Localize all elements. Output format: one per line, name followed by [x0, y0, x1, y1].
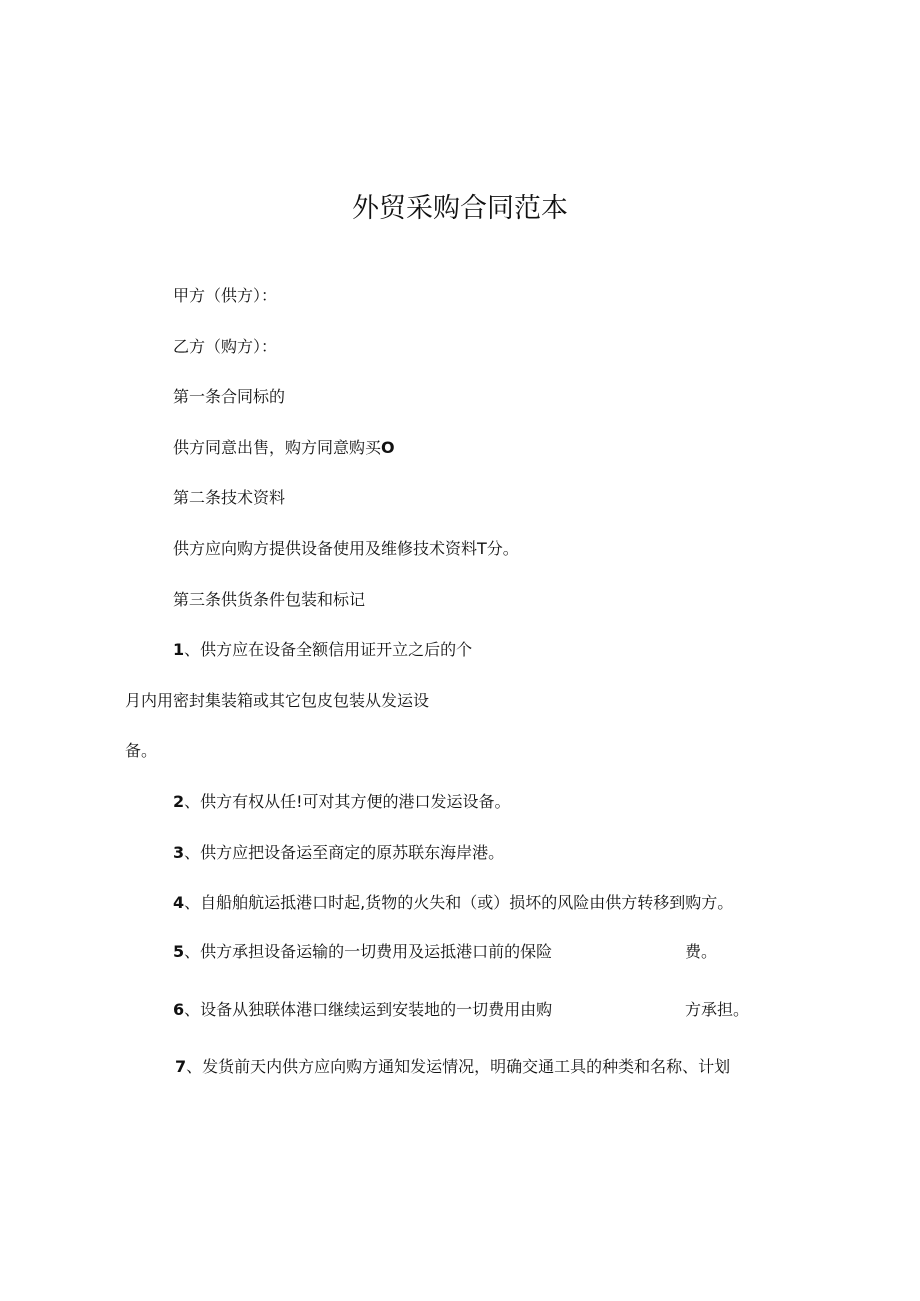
item-4-number: 4 — [173, 893, 185, 912]
item-1-text: 、供方应在设备全额信用证开立之后的个 — [184, 640, 473, 659]
item-7-text: 、发货前天内供方应向购方通知发运情况，明确交通工具的种类和名称、计划 — [186, 1057, 731, 1076]
item-5-number: 5 — [173, 942, 185, 961]
item-7 — [175, 1056, 730, 1078]
item-1-line-1 — [173, 639, 472, 661]
item-7-number: 7 — [175, 1057, 187, 1076]
item-5-text: 、供方承担设备运输的一切费用及运抵港口前的保险 — [184, 942, 553, 961]
item-2 — [173, 791, 511, 813]
article-1-text-end: O — [381, 438, 395, 457]
item-6-number: 6 — [173, 1000, 185, 1019]
document-title: 外贸采购合同范本 — [352, 193, 568, 224]
article-3-heading: 第三条供货条件包装和标记 — [173, 590, 366, 609]
item-1-line-3: 备。 — [125, 741, 158, 760]
item-5-tail: 费。 — [685, 942, 718, 961]
article-2-text: 供方应向购方提供设备使用及维修技术资料T分。 — [173, 539, 519, 558]
item-2-text: 、供方有权从任!可对其方便的港口发运设备。 — [184, 792, 511, 811]
article-1-text-main: 供方同意出售，购方同意购买 — [173, 438, 382, 457]
article-1-heading: 第一条合同标的 — [173, 387, 286, 406]
item-4 — [173, 892, 733, 914]
party-b-label: 乙方（购方）： — [173, 337, 278, 356]
item-4-text: 、自船舶航运抵港口时起,货物的火失和（或）损坏的风险由供方转移到购方。 — [184, 893, 734, 912]
article-1-text — [173, 437, 395, 459]
article-2-heading: 第二条技术资料 — [173, 488, 286, 507]
item-2-number: 2 — [173, 792, 185, 811]
item-1-line-2: 月内用密封集装箱或其它包皮包装从发运设 — [125, 691, 430, 710]
item-6-text: 、设备从独联体港口继续运到安装地的一切费用由购 — [184, 1000, 553, 1019]
item-6-tail: 方承担。 — [685, 1000, 750, 1019]
item-5 — [173, 941, 552, 963]
item-6 — [173, 999, 552, 1021]
item-1-number: 1 — [173, 640, 185, 659]
party-a-label: 甲方（供方）： — [173, 286, 278, 305]
item-3 — [173, 842, 504, 864]
item-3-text: 、供方应把设备运至商定的原苏联东海岸港。 — [184, 843, 505, 862]
item-3-number: 3 — [173, 843, 185, 862]
